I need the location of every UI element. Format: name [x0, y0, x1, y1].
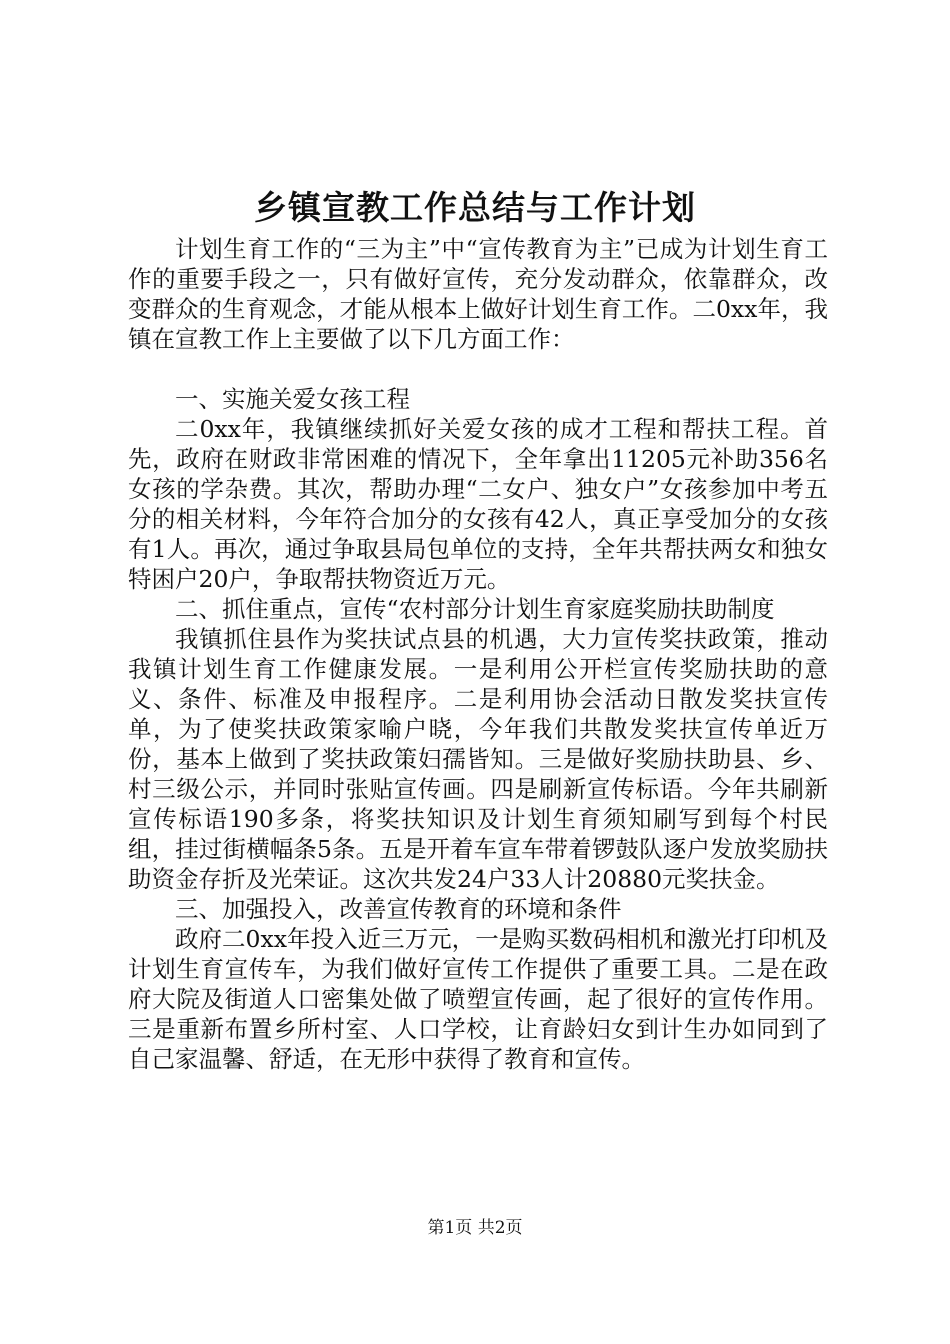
section-body-1: 二0xx年，我镇继续抓好关爱女孩的成才工程和帮扶工程。首先，政府在财政非常困难的情况下，全年拿出11205元补助356名女孩的学杂费。其次，帮助办理“二女户、独女户”女孩参加中考五分的相关材料，今年符合加分的女孩有42人，真正享受加分的女孩有1人。再次，通过争取县局包单位的支持，全年共帮扶两女和独女特困户20户，争取帮扶物资近万元。 [128, 415, 828, 593]
section-heading-2: 二、抓住重点，宣传“农村部分计划生育家庭奖励扶助制度 [175, 595, 775, 623]
section-body-3: 政府二0xx年投入近三万元，一是购买数码相机和激光打印机及计划生育宣传车，为我们做好宣传工作提供了重要工具。二是在政府大院及街道人口密集处做了喷塑宣传画，起了很好的宣传作用。三是重新布置乡所村室、人口学校，让育龄妇女到计生办如同到了自己家温馨、舒适，在无形中获得了教育和宣传。 [128, 925, 828, 1073]
page-number-footer: 第1页 共2页 [427, 1218, 523, 1238]
document-body [128, 234, 828, 1074]
section-heading-1: 一、实施关爱女孩工程 [175, 385, 410, 413]
intro-paragraph: 计划生育工作的“三为主”中“宣传教育为主”已成为计划生育工作的重要手段之一，只有做好宣传，充分发动群众，依靠群众，改变群众的生育观念，才能从根本上做好计划生育工作。二0xx年，我镇在宣教工作上主要做了以下几方面工作： [128, 235, 828, 353]
document-title: 乡镇宣教工作总结与工作计划 [254, 188, 696, 227]
section-heading-3: 三、加强投入，改善宣传教育的环境和条件 [175, 895, 622, 923]
section-body-2: 我镇抓住县作为奖扶试点县的机遇，大力宣传奖扶政策，推动我镇计划生育工作健康发展。一是利用公开栏宣传奖励扶助的意义、条件、标准及申报程序。二是利用协会活动日散发奖扶宣传单，为了使奖扶政策家喻户晓，今年我们共散发奖扶宣传单近万份，基本上做到了奖扶政策妇孺皆知。三是做好奖励扶助县、乡、村三级公示，并同时张贴宣传画。四是刷新宣传标语。今年共刷新宣传标语190多条，将奖扶知识及计划生育须知刷写到每个村民组，挂过街横幅条5条。五是开着车宣车带着锣鼓队逐户发放奖励扶助资金存折及光荣证。这次共发24户33人计20880元奖扶金。 [128, 625, 828, 893]
